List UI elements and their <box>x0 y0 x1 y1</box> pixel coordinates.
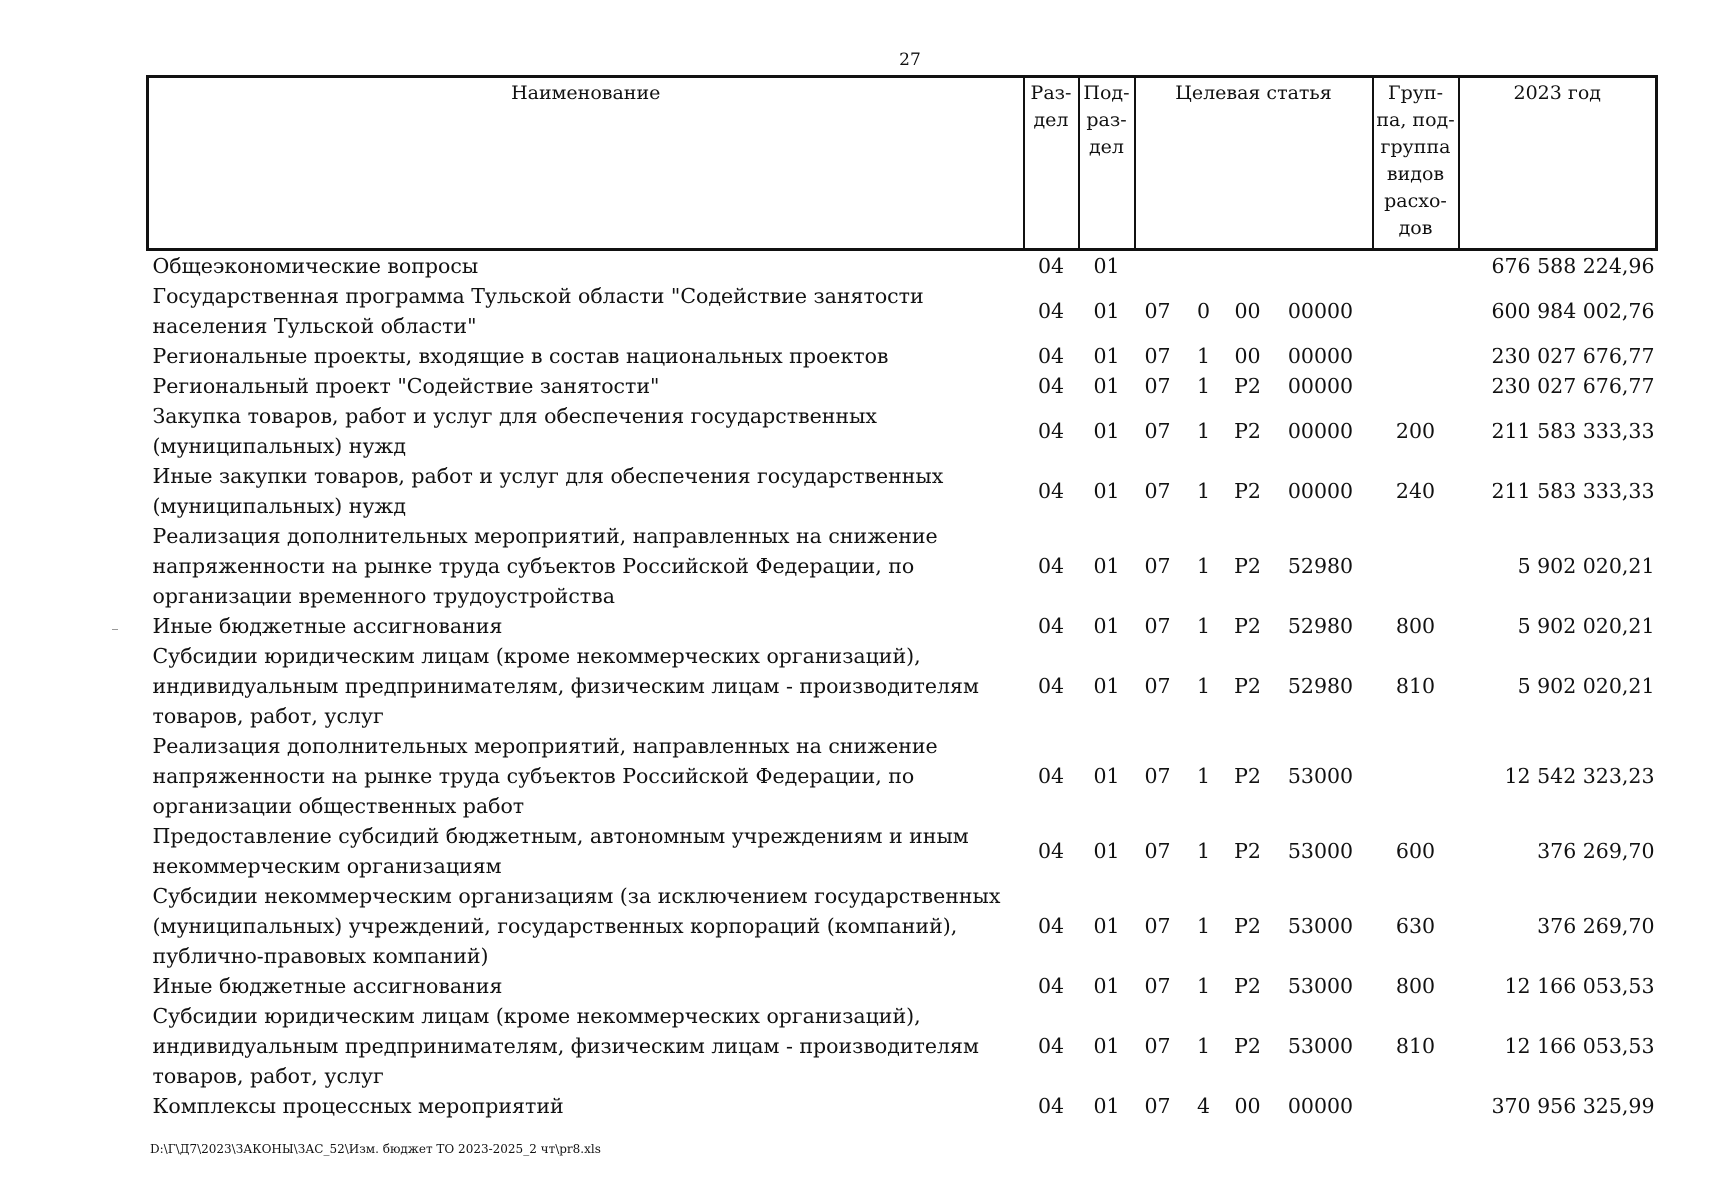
row-ts1: 07 <box>1144 1094 1171 1118</box>
row-name: Общеэкономические вопросы <box>152 254 479 278</box>
row-podrazdel: 01 <box>1093 374 1120 398</box>
row-group <box>1373 521 1459 611</box>
row-ts4: 53000 <box>1287 1034 1354 1058</box>
header-name: Наименование <box>148 77 1024 250</box>
row-group <box>1373 281 1459 341</box>
margin-mark <box>112 629 118 630</box>
row-amount: 230 027 676,77 <box>1491 344 1655 368</box>
row-name: Реализация дополнительных мероприятий, направленных на снижение напряженности на рынке труда субъектов Российской Федерации, по организации временного трудоустройства <box>152 524 938 608</box>
row-ts3: P2 <box>1234 479 1261 503</box>
row-ts1: 07 <box>1144 299 1171 323</box>
row-razdel: 04 <box>1037 764 1065 788</box>
row-ts2: 1 <box>1196 344 1211 368</box>
row-razdel: 04 <box>1037 344 1065 368</box>
row-amount: 211 583 333,33 <box>1491 479 1655 503</box>
row-razdel: 04 <box>1037 374 1065 398</box>
row-podrazdel: 01 <box>1093 674 1120 698</box>
row-amount: 376 269,70 <box>1537 839 1655 863</box>
row-ts2 <box>1181 250 1227 282</box>
row-ts2: 1 <box>1196 419 1211 443</box>
row-ts2: 4 <box>1196 1094 1211 1118</box>
row-ts4: 53000 <box>1287 974 1354 998</box>
row-podrazdel: 01 <box>1093 344 1120 368</box>
row-name: Иные бюджетные ассигнования <box>152 974 503 998</box>
row-ts3: 00 <box>1234 1094 1261 1118</box>
row-group <box>1373 341 1459 371</box>
row-razdel: 04 <box>1037 914 1065 938</box>
table-row <box>148 641 1657 731</box>
row-podrazdel: 01 <box>1093 479 1120 503</box>
row-name: Комплексы процессных мероприятий <box>152 1094 564 1118</box>
row-group: 810 <box>1395 674 1436 698</box>
row-group: 800 <box>1395 974 1436 998</box>
table-row <box>148 971 1657 1001</box>
row-ts4: 00000 <box>1287 374 1354 398</box>
row-ts2: 1 <box>1196 674 1211 698</box>
row-razdel: 04 <box>1037 1034 1065 1058</box>
row-name: Предоставление субсидий бюджетным, автономным учреждениям и иным некоммерческим организациям <box>152 824 969 878</box>
row-group <box>1373 731 1459 821</box>
row-razdel: 04 <box>1037 974 1065 998</box>
row-amount: 376 269,70 <box>1537 914 1655 938</box>
row-ts1: 07 <box>1144 479 1171 503</box>
row-podrazdel: 01 <box>1093 974 1120 998</box>
row-group <box>1373 1091 1459 1121</box>
row-ts3: P2 <box>1234 839 1261 863</box>
row-amount: 12 542 323,23 <box>1504 764 1655 788</box>
header-section: Раз- дел <box>1024 77 1079 250</box>
row-ts3: P2 <box>1234 554 1261 578</box>
row-ts1: 07 <box>1144 764 1171 788</box>
row-ts4: 00000 <box>1287 344 1354 368</box>
header-subsection: Под- раз- дел <box>1079 77 1135 250</box>
row-razdel: 04 <box>1037 614 1065 638</box>
row-ts4 <box>1269 250 1373 282</box>
table-row <box>148 281 1657 341</box>
row-ts3 <box>1227 250 1269 282</box>
row-ts1: 07 <box>1144 419 1171 443</box>
row-ts3: P2 <box>1234 914 1261 938</box>
row-ts1: 07 <box>1144 554 1171 578</box>
row-amount: 230 027 676,77 <box>1491 374 1655 398</box>
row-name: Реализация дополнительных мероприятий, направленных на снижение напряженности на рынке труда субъектов Российской Федерации, по организации общественных работ <box>152 734 938 818</box>
row-amount: 676 588 224,96 <box>1491 254 1655 278</box>
row-group <box>1373 371 1459 401</box>
row-ts2: 1 <box>1196 974 1211 998</box>
row-ts3: P2 <box>1234 1034 1261 1058</box>
row-name: Региональный проект "Содействие занятости" <box>152 374 660 398</box>
row-ts4: 00000 <box>1287 479 1354 503</box>
row-amount: 600 984 002,76 <box>1491 299 1655 323</box>
table-row <box>148 521 1657 611</box>
row-group: 200 <box>1395 419 1436 443</box>
row-name: Субсидии юридическим лицам (кроме некоммерческих организаций), индивидуальным предпринимателям, физическим лицам - производителям товаров, работ, услуг <box>152 1004 979 1088</box>
row-amount: 370 956 325,99 <box>1491 1094 1655 1118</box>
row-group <box>1373 250 1459 282</box>
row-amount: 12 166 053,53 <box>1504 1034 1655 1058</box>
table-row <box>148 250 1657 282</box>
row-ts4: 52980 <box>1287 674 1354 698</box>
row-ts4: 53000 <box>1287 764 1354 788</box>
row-ts4: 00000 <box>1287 419 1354 443</box>
row-podrazdel: 01 <box>1093 764 1120 788</box>
row-name: Субсидии юридическим лицам (кроме некоммерческих организаций), индивидуальным предпринимателям, физическим лицам - производителям товаров, работ, услуг <box>152 644 979 728</box>
row-razdel: 04 <box>1037 554 1065 578</box>
row-amount: 5 902 020,21 <box>1517 554 1655 578</box>
row-ts3: 00 <box>1234 344 1261 368</box>
row-amount: 5 902 020,21 <box>1517 614 1655 638</box>
table-row <box>148 371 1657 401</box>
row-ts2: 1 <box>1196 614 1211 638</box>
row-ts1: 07 <box>1144 1034 1171 1058</box>
row-ts2: 0 <box>1196 299 1211 323</box>
row-ts4: 00000 <box>1287 299 1354 323</box>
row-amount: 12 166 053,53 <box>1504 974 1655 998</box>
row-ts2: 1 <box>1196 374 1211 398</box>
row-name: Иные закупки товаров, работ и услуг для обеспечения государственных (муниципальных) нужд <box>152 464 944 518</box>
row-group: 800 <box>1395 614 1436 638</box>
row-ts3: 00 <box>1234 299 1261 323</box>
row-name: Субсидии некоммерческим организациям (за исключением государственных (муниципальных) учреждений, государственных корпораций (компаний), публично-правовых компаний) <box>152 884 1001 968</box>
row-ts3: P2 <box>1234 374 1261 398</box>
row-ts4: 00000 <box>1287 1094 1354 1118</box>
row-ts3: P2 <box>1234 674 1261 698</box>
row-ts1 <box>1135 250 1181 282</box>
row-ts3: P2 <box>1234 419 1261 443</box>
row-ts3: P2 <box>1234 974 1261 998</box>
header-target-article: Целевая статья <box>1135 77 1373 250</box>
row-ts2: 1 <box>1196 479 1211 503</box>
row-ts3: P2 <box>1234 764 1261 788</box>
row-ts2: 1 <box>1196 914 1211 938</box>
row-group: 600 <box>1395 839 1436 863</box>
table-row <box>148 401 1657 461</box>
header-year: 2023 год <box>1459 77 1657 250</box>
row-ts4: 53000 <box>1287 914 1354 938</box>
row-ts4: 52980 <box>1287 554 1354 578</box>
row-group: 810 <box>1395 1034 1436 1058</box>
row-ts1: 07 <box>1144 374 1171 398</box>
page-number: 27 <box>899 50 921 70</box>
table-row <box>148 461 1657 521</box>
row-name: Государственная программа Тульской области "Содействие занятости населения Тульской области" <box>152 284 924 338</box>
row-razdel: 04 <box>1037 839 1065 863</box>
row-razdel: 04 <box>1037 674 1065 698</box>
row-ts1: 07 <box>1144 614 1171 638</box>
row-ts3: P2 <box>1234 614 1261 638</box>
row-podrazdel: 01 <box>1093 419 1120 443</box>
table-header-row <box>148 77 1657 250</box>
row-ts1: 07 <box>1144 914 1171 938</box>
budget-table <box>146 75 1658 1121</box>
row-amount: 211 583 333,33 <box>1491 419 1655 443</box>
row-razdel: 04 <box>1037 479 1065 503</box>
table-row <box>148 881 1657 971</box>
row-ts2: 1 <box>1196 1034 1211 1058</box>
table-row <box>148 821 1657 881</box>
row-ts4: 52980 <box>1287 614 1354 638</box>
row-podrazdel: 01 <box>1093 839 1120 863</box>
row-ts1: 07 <box>1144 839 1171 863</box>
row-ts2: 1 <box>1196 839 1211 863</box>
table-row <box>148 1001 1657 1091</box>
footer-file-path: D:\Г\Д7\2023\ЗАКОНЫ\ЗАС_52\Изм. бюджет ТО 2023-2025_2 чт\pr8.xls <box>150 1142 601 1156</box>
row-razdel: 04 <box>1037 299 1065 323</box>
row-podrazdel: 01 <box>1093 254 1120 278</box>
row-amount: 5 902 020,21 <box>1517 674 1655 698</box>
table-row <box>148 1091 1657 1121</box>
row-podrazdel: 01 <box>1093 1094 1120 1118</box>
row-razdel: 04 <box>1037 254 1065 278</box>
row-ts1: 07 <box>1144 974 1171 998</box>
row-ts2: 1 <box>1196 554 1211 578</box>
row-podrazdel: 01 <box>1093 614 1120 638</box>
header-expense-group: Груп- па, под- группа видов расхо- дов <box>1373 77 1459 250</box>
row-ts1: 07 <box>1144 344 1171 368</box>
row-name: Иные бюджетные ассигнования <box>152 614 503 638</box>
row-name: Закупка товаров, работ и услуг для обеспечения государственных (муниципальных) нужд <box>152 404 877 458</box>
row-ts1: 07 <box>1144 674 1171 698</box>
row-group: 630 <box>1395 914 1436 938</box>
row-razdel: 04 <box>1037 1094 1065 1118</box>
row-group: 240 <box>1395 479 1436 503</box>
row-podrazdel: 01 <box>1093 299 1120 323</box>
table-row <box>148 731 1657 821</box>
row-podrazdel: 01 <box>1093 554 1120 578</box>
table-row <box>148 611 1657 641</box>
table-row <box>148 341 1657 371</box>
row-podrazdel: 01 <box>1093 914 1120 938</box>
row-razdel: 04 <box>1037 419 1065 443</box>
row-name: Региональные проекты, входящие в состав национальных проектов <box>152 344 889 368</box>
row-podrazdel: 01 <box>1093 1034 1120 1058</box>
row-ts2: 1 <box>1196 764 1211 788</box>
row-ts4: 53000 <box>1287 839 1354 863</box>
